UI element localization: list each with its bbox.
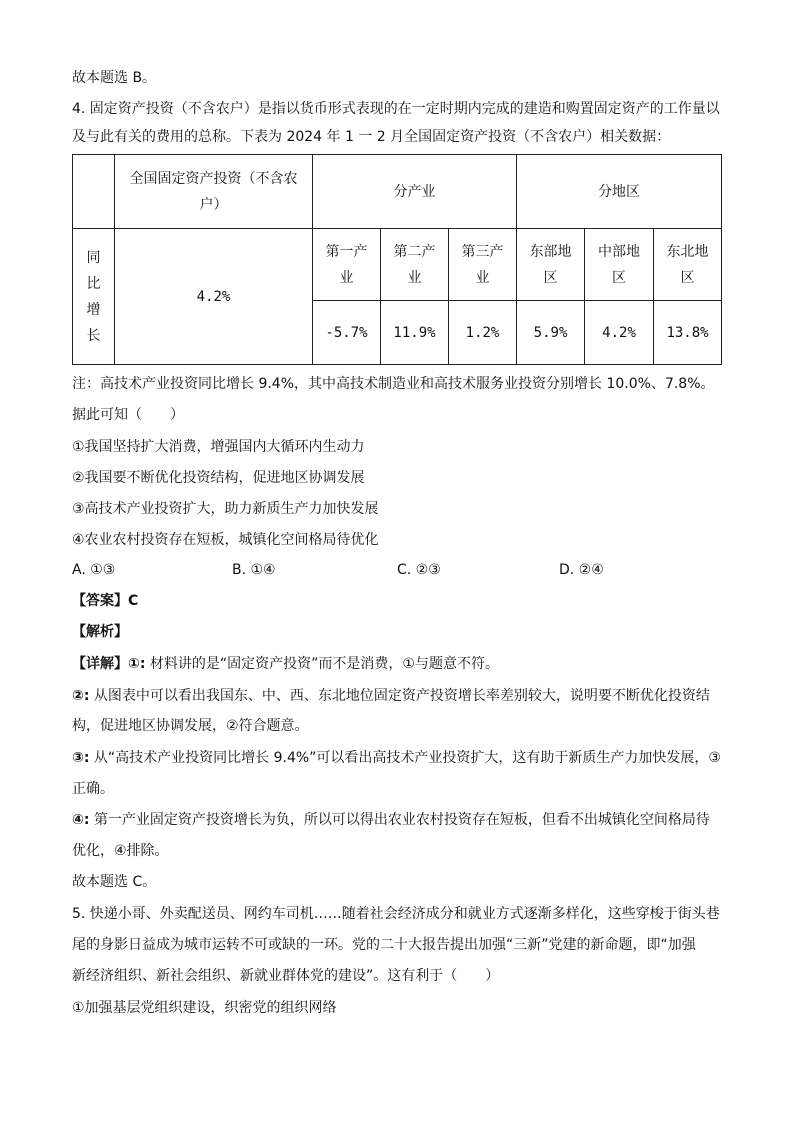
subheader-tertiary-industry: 第三产 业 xyxy=(449,229,517,301)
detail-2-cont: 构，促进地区协调发展，②符合题意。 xyxy=(72,718,309,734)
statement-1: ①我国坚持扩大消费，增强国内大循环内生动力 xyxy=(72,439,365,455)
final-answer-line: 故本题选 C。 xyxy=(72,874,157,890)
subheader-secondary-industry: 第二产 业 xyxy=(381,229,449,301)
total-growth-value: 4.2% xyxy=(115,229,313,365)
option-d: D. ②④ xyxy=(559,562,604,578)
row-label-char: 长 xyxy=(86,327,101,344)
subheader-northeast-region: 东北地 区 xyxy=(654,229,722,301)
detail-3-cont: 正确。 xyxy=(72,781,114,797)
detail-3-head: ③: xyxy=(72,750,90,766)
statement-2: ②我国要不断优化投资结构，促进地区协调发展 xyxy=(72,470,365,486)
question-5-text-line-2: 尾的身影日益成为城市运转不可或缺的一环。党的二十大报告提出加强“三新”党建的新命题，即“加强 xyxy=(72,937,696,953)
subheader-primary-industry: 第一产 业 xyxy=(313,229,381,301)
detail-1-head: 【详解】①: xyxy=(72,656,146,672)
value-eastern-region: 5.9% xyxy=(517,301,585,365)
question-5-text-line-1: 5. 快递小哥、外卖配送员、网约车司机……随着社会经济成分和就业方式逐渐多样化，这些穿梭于街头巷 xyxy=(72,906,720,922)
question-prompt: 据此可知（ ） xyxy=(72,407,184,423)
row-label-yoy-growth xyxy=(73,229,115,365)
header-total-investment xyxy=(115,155,313,229)
detail-4-head: ④: xyxy=(72,812,90,828)
subheader-central-region: 中部地 区 xyxy=(585,229,654,301)
question-4-text-line-1: 4. 固定资产投资（不含农户）是指以货币形式表现的在一定时期内完成的建造和购置固定资产的工作量以 xyxy=(72,101,720,117)
answer-label: 【答案】C xyxy=(72,593,139,609)
value-secondary-industry: 11.9% xyxy=(381,301,449,365)
detail-2-head: ②: xyxy=(72,688,90,704)
statement-3: ③高技术产业投资扩大，助力新质生产力加快发展 xyxy=(72,501,379,517)
investment-data-table xyxy=(72,154,722,365)
answer-options xyxy=(72,560,732,580)
question-4-text-line-2: 及与此有关的费用的总称。下表为 2024 年 1 一 2 月全国固定资产投资（不含农户）相关数据： xyxy=(72,129,671,145)
header-total-line-1: 全国固定资产投资（不含农 xyxy=(129,170,298,187)
question-5-text-line-3: 新经济组织、新社会组织、新就业群体党的建设”。这有利于（ ） xyxy=(72,968,500,984)
row-label-char: 同 xyxy=(86,249,101,266)
detail-2-body: 从图表中可以看出我国东、中、西、东北地位固定资产投资增长率差别较大，说明要不断优化投资结 xyxy=(89,688,710,704)
header-by-industry: 分产业 xyxy=(313,155,517,229)
detail-3 xyxy=(72,748,721,768)
value-tertiary-industry: 1.2% xyxy=(449,301,517,365)
row-label-char: 增 xyxy=(86,301,101,318)
value-primary-industry: -5.7% xyxy=(313,301,381,365)
detail-4 xyxy=(72,810,710,830)
header-total-line-2: 户） xyxy=(199,196,228,213)
value-northeast-region: 13.8% xyxy=(654,301,722,365)
subheader-eastern-region: 东部地 区 xyxy=(517,229,585,301)
previous-answer-line: 故本题选 B。 xyxy=(72,70,157,86)
option-a: A. ①③ xyxy=(72,562,116,578)
option-c: C. ②③ xyxy=(397,562,441,578)
question-5-statement-1: ①加强基层党组织建设，织密党的组织网络 xyxy=(72,1000,337,1016)
detail-2 xyxy=(72,686,710,706)
detail-1-body: 材料讲的是“固定资产投资”而不是消费，①与题意不符。 xyxy=(145,656,499,672)
table-corner-cell xyxy=(73,155,115,229)
detail-3-body: 从“高技术产业投资同比增长 9.4%”可以看出高技术产业投资扩大，这有助于新质生产力加快发展，③ xyxy=(89,750,721,766)
option-b: B. ①④ xyxy=(232,562,276,578)
row-label-char: 比 xyxy=(86,275,101,292)
header-by-region: 分地区 xyxy=(517,155,722,229)
statement-4: ④农业农村投资存在短板，城镇化空间格局待优化 xyxy=(72,532,379,548)
value-central-region: 4.2% xyxy=(585,301,654,365)
detail-4-cont: 优化，④排除。 xyxy=(72,843,169,859)
table-note: 注：高技术产业投资同比增长 9.4%，其中高技术制造业和高技术服务业投资分别增长 10.0%、7.8%。 xyxy=(72,376,715,392)
detail-1 xyxy=(72,654,499,674)
detail-4-body: 第一产业固定资产投资增长为负，所以可以得出农业农村投资存在短板，但看不出城镇化空间格局待 xyxy=(89,812,710,828)
analysis-label: 【解析】 xyxy=(72,624,128,640)
